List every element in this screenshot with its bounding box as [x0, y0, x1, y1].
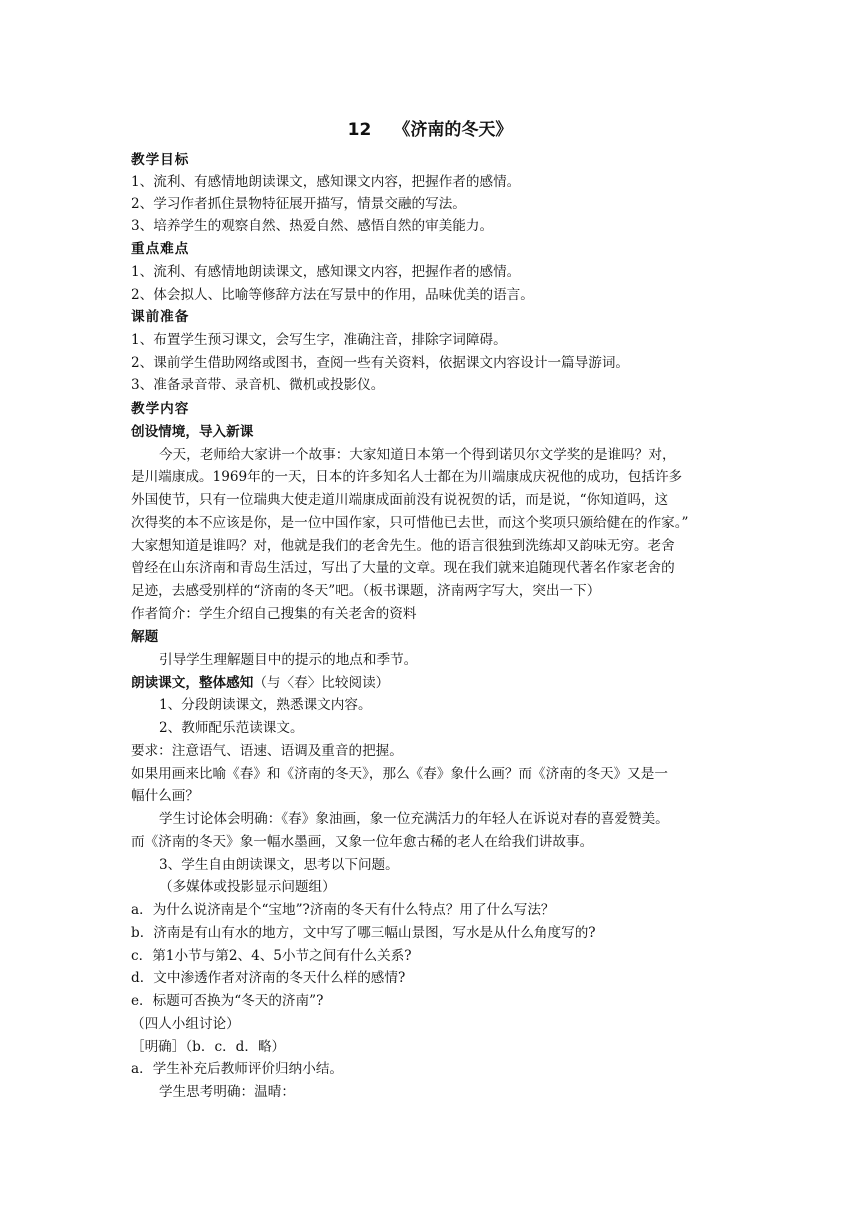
question-item: d．文中渗透作者对济南的冬天什么样的感情? — [131, 970, 406, 986]
prep-item: 3、准备录音带、录音机、微机或投影仪。 — [131, 377, 385, 393]
intro-paragraph-line: 曾经在山东济南和青岛生活过，写出了大量的文章。现在我们就来追随现代著名作家老舍的 — [131, 560, 675, 576]
requirement-text: 要求：注意语气、语速、语调及重音的把握。 — [131, 743, 403, 759]
jieti-text: 引导学生理解题目中的提示的地点和季节。 — [159, 652, 418, 668]
goal-item: 1、流利、有感情地朗读课文，感知课文内容，把握作者的感情。 — [131, 174, 521, 190]
reading-heading-line — [131, 672, 737, 694]
reading-step: 2、教师配乐范读课文。 — [159, 720, 304, 736]
compare-line: 如果用画来比喻《春》和《济南的冬天》，那么《春》象什么画？而《济南的冬天》又是一 — [131, 766, 668, 782]
prep-heading: 课前准备 — [131, 309, 190, 325]
page-title — [0, 115, 860, 140]
discussion-line: 学生讨论体会明确：《春》象油画，象一位充满活力的年轻人在诉说对春的喜爱赞美。 — [159, 811, 669, 827]
media-note: （多媒体或投影显示问题组） — [159, 879, 336, 895]
lesson-title: 《济南的冬天》 — [393, 120, 513, 140]
question-item: c．第1小节与第2、4、5小节之间有什么关系? — [131, 948, 412, 964]
question-item: b．济南是有山有水的地方，文中写了哪三幅山景图，写水是从什么角度写的? — [131, 925, 596, 941]
goals-heading: 教学目标 — [131, 152, 190, 168]
intro-paragraph-line: 是川端康成。1969年的一天，日本的许多知名人士都在为川端康成庆祝他的成功，包括许多 — [131, 469, 683, 485]
intro-paragraph-line: 大家想知道是谁吗？对，他就是我们的老舍先生。他的语言很独到洗练却又韵味无穷。老舍 — [131, 538, 675, 554]
reading-step: 1、分段朗读课文，熟悉课文内容。 — [159, 697, 372, 713]
answer-note: ［明确］（b．c．d．略） — [131, 1039, 286, 1055]
lesson-number: 12 — [347, 120, 372, 140]
difficulty-item: 1、流利、有感情地朗读课文，感知课文内容，把握作者的感情。 — [131, 264, 521, 280]
difficulty-heading: 重点难点 — [131, 241, 190, 257]
goal-item: 3、培养学生的观察自然、热爱自然、感悟自然的审美能力。 — [131, 218, 494, 234]
difficulty-item: 2、体会拟人、比喻等修辞方法在写景中的作用，品味优美的语言。 — [131, 287, 534, 303]
intro-paragraph-line: 次得奖的本不应该是你，是一位中国作家，只可惜他已去世，而这个奖项只颁给健在的作家。” — [131, 515, 689, 531]
goal-item: 2、学习作者抓住景物特征展开描写，情景交融的写法。 — [131, 196, 466, 212]
answer-a: a．学生补充后教师评价归纳小结。 — [131, 1061, 344, 1077]
answer-think: 学生思考明确：温晴： — [159, 1084, 295, 1100]
prep-item: 2、课前学生借助网络或图书，查阅一些有关资料，依据课文内容设计一篇导游词。 — [131, 355, 630, 371]
intro-paragraph-line: 外国使节，只有一位瑞典大使走道川端康成面前没有说祝贺的话，而是说，“你知道吗，这 — [131, 492, 669, 508]
intro-heading: 创设情境，导入新课 — [131, 424, 254, 440]
jieti-heading: 解题 — [131, 629, 159, 645]
author-intro: 作者简介：学生介绍自己搜集的有关老舍的资料 — [131, 606, 417, 622]
step-3: 3、学生自由朗读课文，思考以下问题。 — [159, 857, 399, 873]
question-item: e．标题可否换为“冬天的济南”? — [131, 993, 324, 1009]
question-item: a．为什么说济南是个“宝地”?济南的冬天有什么特点？用了什么写法？ — [131, 902, 555, 918]
intro-paragraph-line: 足迹，去感受别样的“济南的冬天”吧。（板书课题，济南两字写大，突出一下） — [131, 583, 601, 599]
content-heading: 教学内容 — [131, 401, 190, 417]
prep-item: 1、布置学生预习课文，会写生字，准确注音，排除字词障碍。 — [131, 332, 507, 348]
discussion-line: 而《济南的冬天》象一幅水墨画，又象一位年愈古稀的老人在给我们讲故事。 — [131, 834, 594, 850]
group-note: （四人小组讨论） — [131, 1016, 240, 1032]
reading-heading: 朗读课文，整体感知 — [131, 675, 254, 691]
compare-line: 幅什么画？ — [131, 788, 199, 804]
reading-note: （与〈春〉比较阅读） — [253, 675, 390, 691]
intro-paragraph-line: 今天，老师给大家讲一个故事：大家知道日本第一个得到诺贝尔文学奖的是谁吗？对， — [159, 447, 676, 463]
